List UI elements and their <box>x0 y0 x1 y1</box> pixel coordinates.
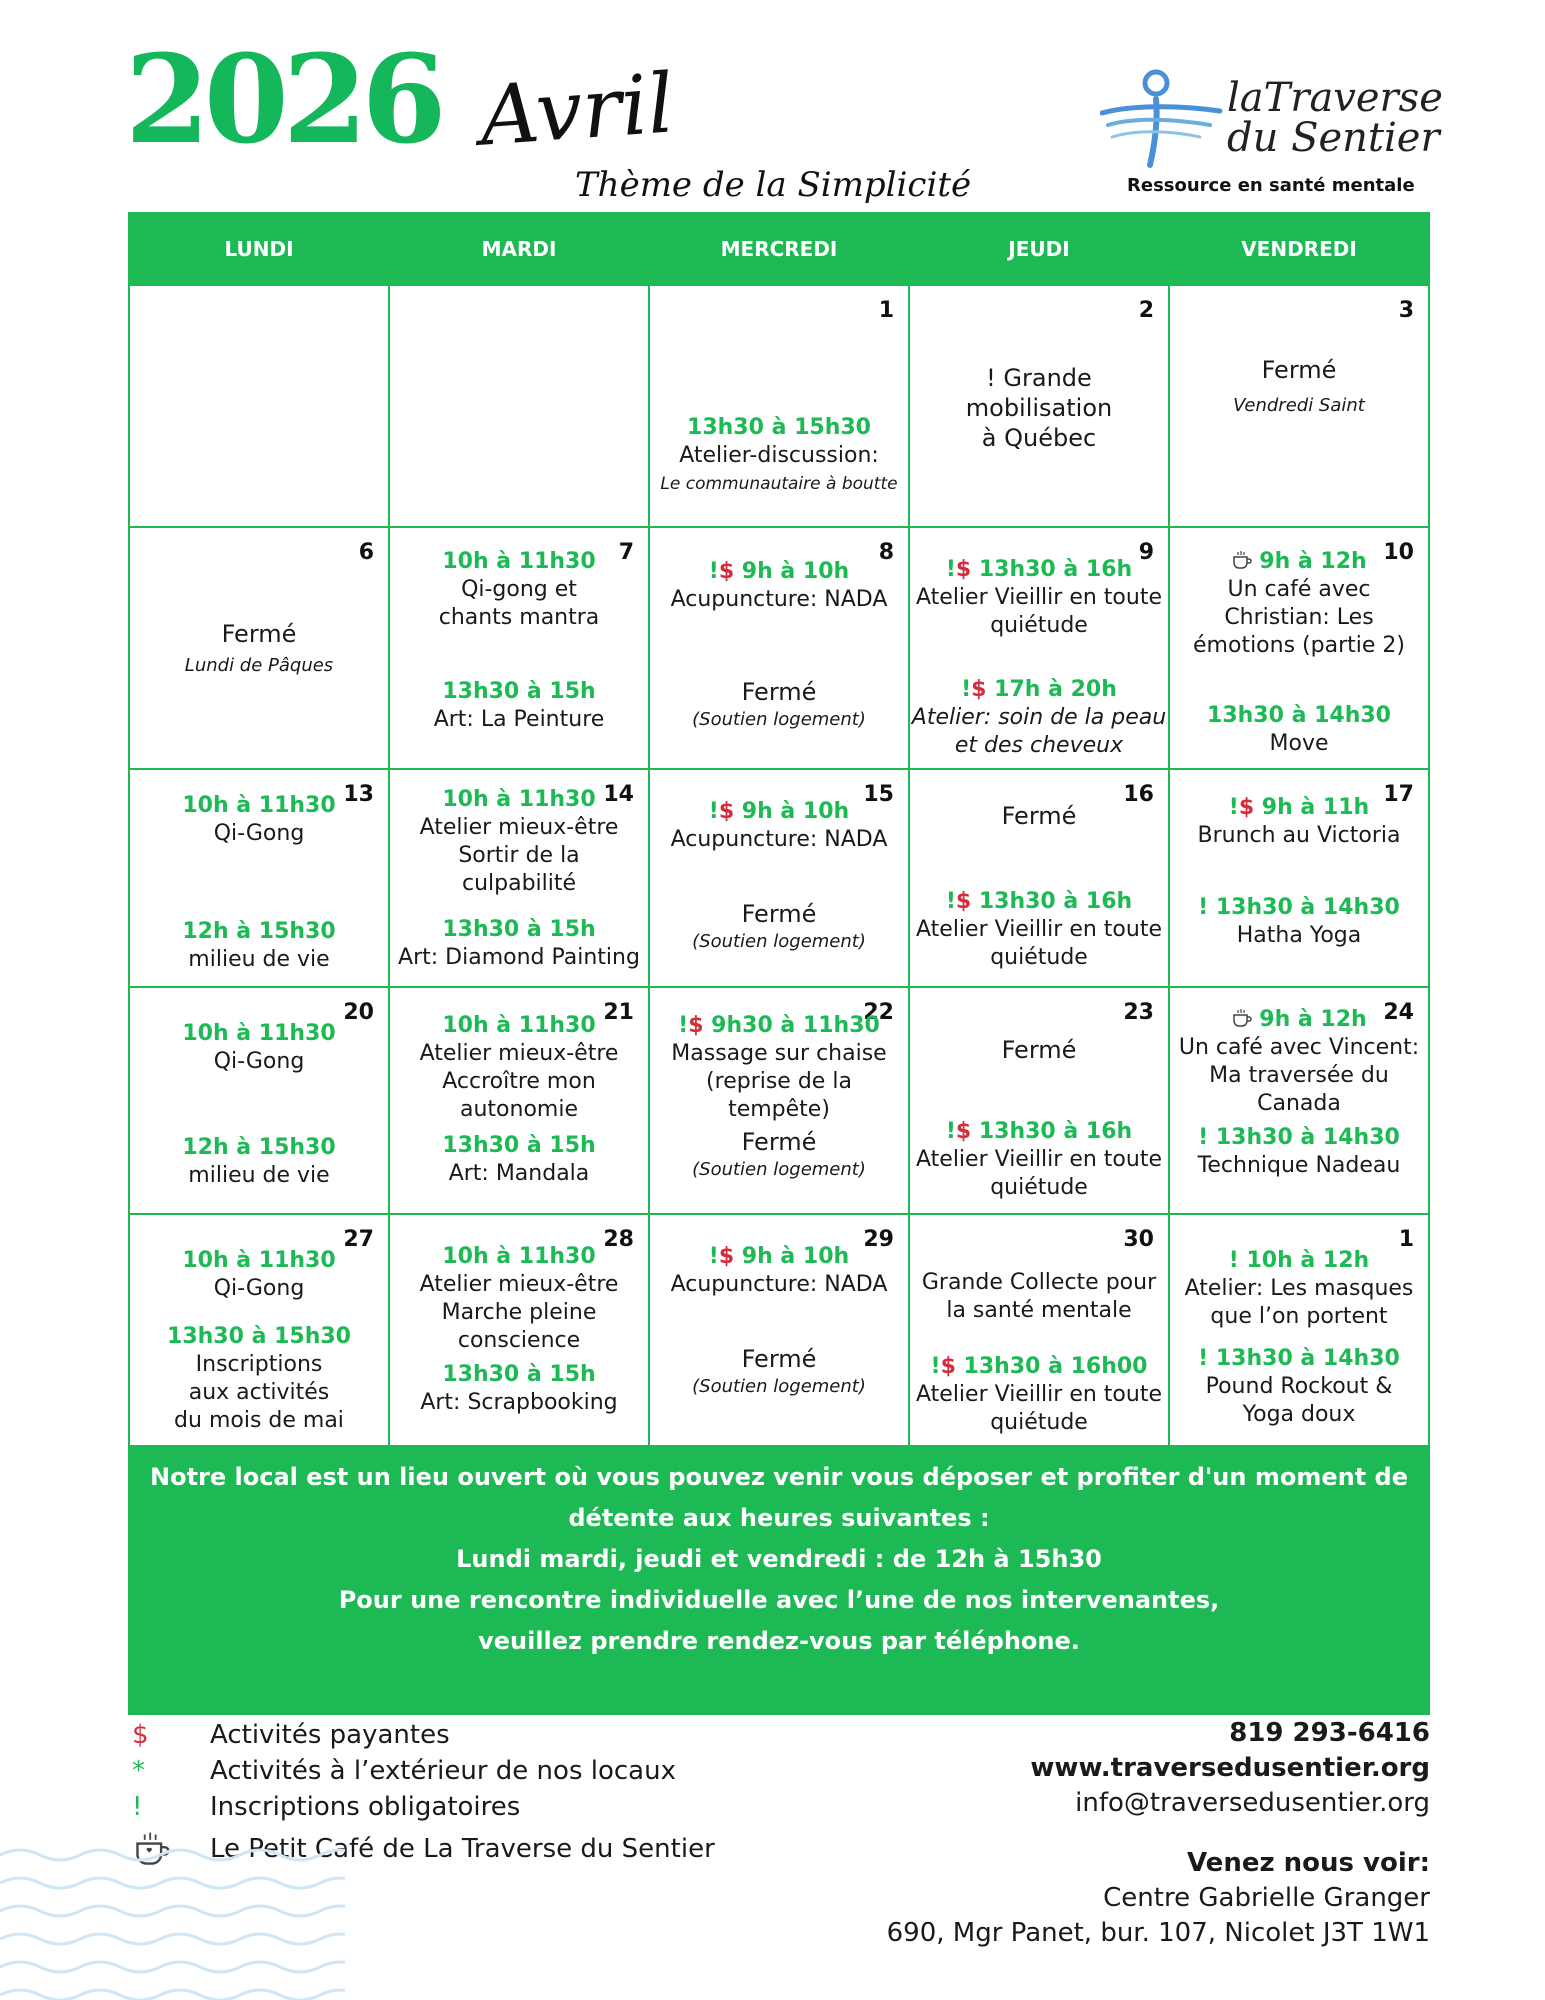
activity-title: Christian: Les <box>1224 605 1374 630</box>
logo-text-top: laTraverse <box>1227 75 1443 121</box>
closed-label: Fermé <box>221 620 297 648</box>
activity-title: milieu de vie <box>188 947 330 972</box>
coffee-cup-icon <box>1231 550 1253 570</box>
paid-flag: $ <box>688 1013 704 1038</box>
activity-time: 10h à 11h30 <box>442 787 596 812</box>
banner-line: Lundi mardi, jeudi et vendredi : de 12h à 15h30 <box>456 1545 1102 1573</box>
day-number: 1 <box>1398 1227 1414 1252</box>
weekday-monday: LUNDI <box>129 213 389 285</box>
event-line: mobilisation <box>965 394 1113 422</box>
day-number: 10 <box>1383 540 1414 565</box>
activity-title: Atelier Vieillir en toute <box>916 917 1162 942</box>
day-cell-3 <box>1169 285 1429 527</box>
registration-flag: ! <box>1228 795 1239 820</box>
activity-time: 12h à 15h30 <box>182 919 336 944</box>
activity-title: Art: Diamond Painting <box>398 945 640 970</box>
closed-label: Fermé <box>1001 1036 1077 1064</box>
activity-title: Acupuncture: NADA <box>670 1272 888 1297</box>
day-number: 2 <box>1138 298 1154 323</box>
activity-title: Atelier: soin de la peau <box>911 705 1167 730</box>
day-number: 9 <box>1138 540 1154 565</box>
closed-reason: (Soutien logement) <box>692 709 866 730</box>
paid-flag: $ <box>1238 795 1255 820</box>
activity-time: 13h30 à 16h <box>971 557 1133 582</box>
activity-title: Atelier-discussion: <box>679 443 879 468</box>
banner-line: veuillez prendre rendez-vous par téléphone. <box>478 1627 1080 1655</box>
activity-time: 10h à 11h30 <box>442 1013 596 1038</box>
visit-address: 690, Mgr Panet, bur. 107, Nicolet J3T 1W1 <box>886 1918 1430 1948</box>
closed-reason: Vendredi Saint <box>1233 395 1365 416</box>
day-cell-24 <box>1169 987 1429 1214</box>
activity-title: Atelier Vieillir en toute <box>916 1382 1162 1407</box>
month-theme: Thème de la Simplicité <box>575 165 972 205</box>
activity-title: Yoga doux <box>1242 1402 1356 1427</box>
activity-time: 10h à 11h30 <box>442 549 596 574</box>
legend-text: Activités payantes <box>210 1720 450 1750</box>
day-cell-17 <box>1169 769 1429 987</box>
activity-title: émotions (partie 2) <box>1193 633 1405 658</box>
activity-subtitle: Le communautaire à boutte <box>660 474 898 494</box>
contact-email[interactable]: info@traversedusentier.org <box>1075 1788 1430 1818</box>
day-cell-7 <box>389 527 649 769</box>
weekday-header-row <box>129 213 1429 285</box>
day-cell-may-1 <box>1169 1214 1429 1446</box>
activity-time: 9h30 à 11h30 <box>703 1013 880 1038</box>
registration-flag: ! <box>1198 1125 1209 1150</box>
day-number: 27 <box>343 1227 374 1252</box>
registration-flag: ! <box>708 1244 719 1269</box>
registration-flag: ! <box>930 1354 941 1379</box>
activity-title: quiétude <box>990 1410 1088 1435</box>
day-cell-28 <box>389 1214 649 1446</box>
activity-title: Massage sur chaise <box>671 1041 887 1066</box>
registration-flag: ! <box>1228 1248 1239 1273</box>
closed-label: Fermé <box>741 1345 817 1373</box>
paid-flag: $ <box>718 559 735 584</box>
activity-time: 10h à 11h30 <box>182 793 336 818</box>
day-cell-20 <box>129 987 389 1214</box>
calendar-week-4 <box>129 987 1429 1214</box>
day-cell-6 <box>129 527 389 769</box>
weekday-friday: VENDREDI <box>1169 213 1429 285</box>
day-number: 16 <box>1123 782 1154 807</box>
activity-time: 13h30 à 14h30 <box>1208 895 1400 920</box>
banner-line: détente aux heures suivantes : <box>568 1504 990 1532</box>
activity-title: Atelier Vieillir en toute <box>916 1147 1162 1172</box>
activity-title: Art: Scrapbooking <box>420 1390 618 1415</box>
coffee-cup-icon <box>1231 1008 1253 1028</box>
day-number: 1 <box>878 298 894 323</box>
activity-time: 13h30 à 15h <box>442 1362 596 1387</box>
activity-time: 10h à 11h30 <box>182 1248 336 1273</box>
activity-time: 13h30 à 14h30 <box>1207 703 1391 728</box>
activity-title: Sortir de la <box>458 843 580 868</box>
day-cell-15 <box>649 769 909 987</box>
activity-time: 9h à 10h <box>734 559 850 584</box>
activity-time: 9h à 11h <box>1254 795 1370 820</box>
activity-title: Atelier: Les masques <box>1184 1276 1414 1301</box>
weekday-wednesday: MERCREDI <box>649 213 909 285</box>
day-cell-8 <box>649 527 909 769</box>
activity-title: quiétude <box>990 1175 1088 1200</box>
activity-time: 10h à 11h30 <box>182 1021 336 1046</box>
activity-time: 13h30 à 15h <box>442 917 596 942</box>
visit-place: Centre Gabrielle Granger <box>1103 1883 1430 1913</box>
activity-title: Atelier mieux-être <box>419 1272 619 1297</box>
activity-time: 13h30 à 14h30 <box>1208 1125 1400 1150</box>
activity-title: (reprise de la <box>706 1069 852 1094</box>
activity-title: Pound Rockout & <box>1205 1374 1393 1399</box>
day-number: 6 <box>358 540 374 565</box>
day-number: 8 <box>878 540 894 565</box>
day-number: 13 <box>343 782 374 807</box>
activity-time: 13h30 à 15h <box>442 679 596 704</box>
activity-time: 13h30 à 15h <box>442 1133 596 1158</box>
event-line: à Québec <box>981 424 1097 452</box>
activity-title: Grande Collecte pour <box>921 1270 1157 1295</box>
activity-title: Qi-Gong <box>213 821 305 846</box>
registration-flag: ! <box>708 799 719 824</box>
day-number: 24 <box>1383 1000 1414 1025</box>
closed-reason: (Soutien logement) <box>692 1376 866 1397</box>
paid-flag: $ <box>718 1244 735 1269</box>
paid-flag: $ <box>955 889 972 914</box>
activity-title: Acupuncture: NADA <box>670 587 888 612</box>
banner-line: Pour une rencontre individuelle avec l’une de nos intervenantes, <box>338 1586 1220 1614</box>
legend-text: Activités à l’extérieur de nos locaux <box>210 1756 676 1786</box>
calendar-week-5 <box>129 1214 1429 1446</box>
activity-title: autonomie <box>460 1097 578 1122</box>
activity-title: Move <box>1269 731 1329 756</box>
logo-tagline: Ressource en santé mentale <box>1127 175 1415 196</box>
closed-label: Fermé <box>1001 802 1077 830</box>
calendar-week-2 <box>129 527 1429 769</box>
legend-text: Le Petit Café de La Traverse du Sentier <box>210 1834 715 1864</box>
activity-title: quiétude <box>990 613 1088 638</box>
activity-title: culpabilité <box>461 871 577 896</box>
contact-website[interactable]: www.traversedusentier.org <box>1030 1753 1430 1783</box>
day-number: 17 <box>1383 782 1414 807</box>
day-cell-empty <box>389 285 649 527</box>
calendar-week-3 <box>129 769 1429 987</box>
paid-flag: $ <box>971 677 987 702</box>
activity-title: Art: Mandala <box>448 1161 590 1186</box>
day-number: 30 <box>1123 1227 1154 1252</box>
activity-title: Acupuncture: NADA <box>670 827 888 852</box>
day-cell-27 <box>129 1214 389 1446</box>
activity-time: 13h30 à 16h00 <box>955 1354 1148 1379</box>
activity-title: Canada <box>1257 1091 1341 1116</box>
activity-title: aux activités <box>188 1380 330 1405</box>
activity-time: 10h à 11h30 <box>442 1244 596 1269</box>
registration-flag: ! <box>945 557 956 582</box>
activity-time: 13h30 à 15h30 <box>687 415 871 440</box>
day-number: 20 <box>343 1000 374 1025</box>
activity-title: Qi-Gong <box>213 1049 305 1074</box>
logo-text-bottom: du Sentier <box>1227 115 1440 161</box>
closed-reason: (Soutien logement) <box>692 931 866 952</box>
activity-title: du mois de mai <box>174 1408 344 1433</box>
activity-title: Inscriptions <box>195 1352 323 1377</box>
closed-reason: Lundi de Pâques <box>184 655 334 676</box>
activity-time: 9h à 10h <box>734 799 850 824</box>
activity-title: Un café avec <box>1227 577 1371 602</box>
decorative-waves <box>0 1845 345 2000</box>
day-cell-14 <box>389 769 649 987</box>
activity-title: Hatha Yoga <box>1236 923 1362 948</box>
activity-time: 13h30 à 15h30 <box>167 1324 351 1349</box>
day-cell-30 <box>909 1214 1169 1446</box>
activity-title: la santé mentale <box>946 1298 1132 1323</box>
opening-hours-banner <box>128 1445 1430 1715</box>
activity-title: milieu de vie <box>188 1163 330 1188</box>
day-cell-empty <box>129 285 389 527</box>
day-number: 28 <box>603 1227 634 1252</box>
closed-label: Fermé <box>741 900 817 928</box>
day-number: 29 <box>863 1227 894 1252</box>
visit-heading: Venez nous voir: <box>1186 1848 1430 1878</box>
day-cell-21 <box>389 987 649 1214</box>
calendar-grid <box>128 212 1430 1447</box>
activity-time: 13h30 à 14h30 <box>1208 1346 1400 1371</box>
activity-title: Marche pleine <box>441 1300 597 1325</box>
day-cell-29 <box>649 1214 909 1446</box>
activity-time: 17h à 20h <box>986 677 1117 702</box>
activity-title: tempête) <box>728 1097 830 1122</box>
day-cell-16 <box>909 769 1169 987</box>
registration-flag: ! <box>678 1013 689 1038</box>
activity-title: que l’on portent <box>1210 1304 1388 1329</box>
event-line: ! Grande <box>986 364 1092 392</box>
activity-title: Atelier mieux-être <box>419 1041 619 1066</box>
activity-title: Qi-Gong <box>213 1276 305 1301</box>
day-cell-22 <box>649 987 909 1214</box>
registration-flag: ! <box>961 677 972 702</box>
closed-reason: (Soutien logement) <box>692 1159 866 1180</box>
activity-time: 10h à 12h <box>1238 1248 1370 1273</box>
day-number: 23 <box>1123 1000 1154 1025</box>
registration-flag: ! <box>708 559 719 584</box>
legend-symbol: $ <box>132 1720 149 1750</box>
calendar-week-1 <box>129 285 1429 527</box>
activity-time: 12h à 15h30 <box>182 1135 336 1160</box>
paid-flag: $ <box>955 1119 972 1144</box>
activity-title: Brunch au Victoria <box>1197 823 1401 848</box>
registration-flag: ! <box>1198 1346 1209 1371</box>
banner-line: Notre local est un lieu ouvert où vous pouvez venir vous déposer et profiter d'un moment de <box>150 1463 1408 1491</box>
day-number: 22 <box>863 1000 894 1025</box>
activity-title: quiétude <box>990 945 1088 970</box>
activity-title: conscience <box>457 1328 581 1353</box>
activity-title: Ma traversée du <box>1209 1063 1389 1088</box>
contact-phone[interactable]: 819 293-6416 <box>1229 1718 1430 1748</box>
day-number: 15 <box>863 782 894 807</box>
activity-time: 9h à 10h <box>734 1244 850 1269</box>
day-cell-13 <box>129 769 389 987</box>
activity-title: chants mantra <box>438 605 600 630</box>
day-number: 3 <box>1398 298 1414 323</box>
day-cell-10 <box>1169 527 1429 769</box>
activity-time: 13h30 à 16h <box>971 1119 1133 1144</box>
closed-label: Fermé <box>741 1128 817 1156</box>
paid-flag: $ <box>955 557 972 582</box>
activity-title: Art: La Peinture <box>433 707 605 732</box>
legend-text: Inscriptions obligatoires <box>210 1792 521 1822</box>
day-number: 21 <box>603 1000 634 1025</box>
activity-title: Atelier Vieillir en toute <box>916 585 1162 610</box>
activity-title: Technique Nadeau <box>1197 1153 1401 1178</box>
month-title: Avril <box>476 56 677 165</box>
activity-title: Qi-gong et <box>461 577 577 602</box>
day-cell-2 <box>909 285 1169 527</box>
paid-flag: $ <box>940 1354 956 1379</box>
activity-title: Accroître mon <box>442 1069 596 1094</box>
activity-time: 9h à 12h <box>1259 549 1367 574</box>
legend-symbol: ! <box>132 1792 143 1822</box>
day-cell-1 <box>649 285 909 527</box>
paid-flag: $ <box>718 799 735 824</box>
closed-label: Fermé <box>741 678 817 706</box>
activity-time: 13h30 à 16h <box>971 889 1133 914</box>
year-title: 2026 <box>125 27 441 171</box>
day-cell-23 <box>909 987 1169 1214</box>
legend-symbol: * <box>132 1756 145 1786</box>
closed-label: Fermé <box>1261 356 1337 384</box>
activity-time: 9h à 12h <box>1259 1007 1367 1032</box>
weekday-thursday: JEUDI <box>909 213 1169 285</box>
activity-title: et des cheveux <box>954 733 1124 758</box>
day-number: 14 <box>603 782 634 807</box>
registration-flag: ! <box>945 1119 956 1144</box>
activity-title: Atelier mieux-être <box>419 815 619 840</box>
day-number: 7 <box>618 540 634 565</box>
weekday-tuesday: MARDI <box>389 213 649 285</box>
day-cell-9 <box>909 527 1169 769</box>
activity-title: Un café avec Vincent: <box>1178 1035 1420 1060</box>
registration-flag: ! <box>945 889 956 914</box>
registration-flag: ! <box>1198 895 1209 920</box>
